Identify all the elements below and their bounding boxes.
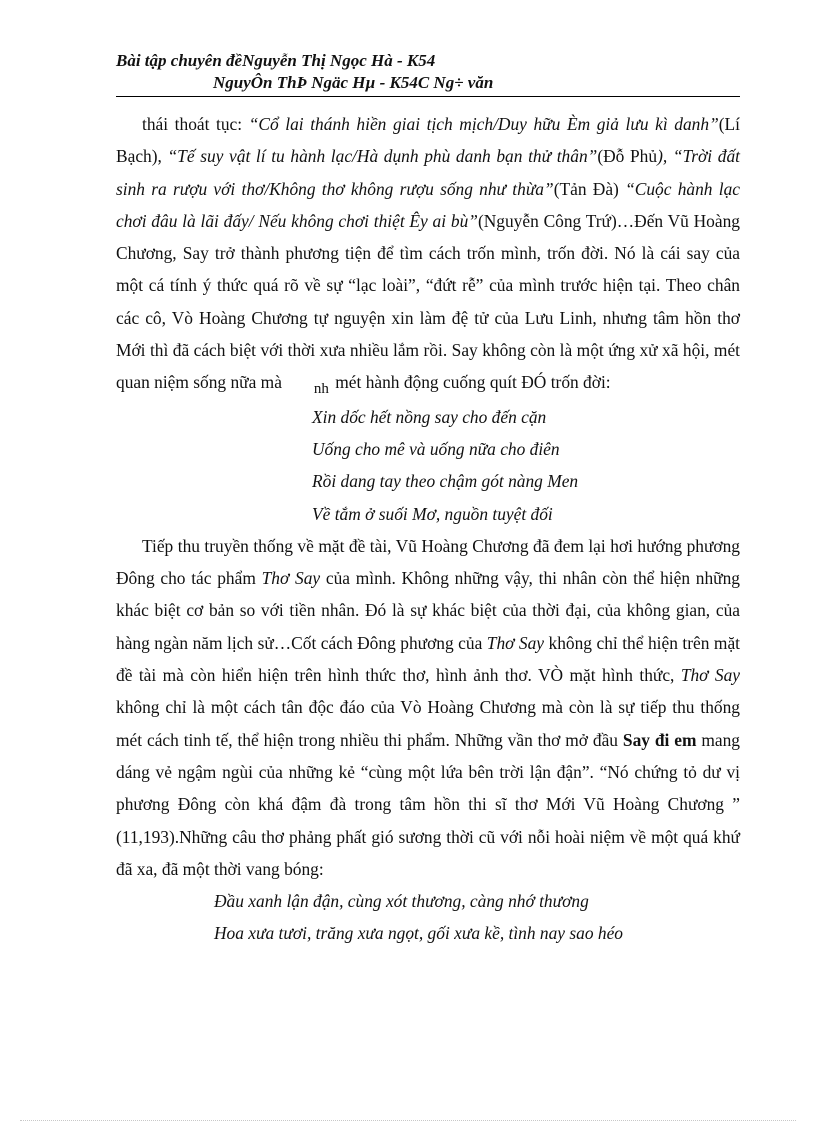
header-line-2: NguyÔn ThÞ Ngäc Hµ - K54C Ng÷ văn bbox=[213, 73, 494, 92]
paragraph-2 bbox=[116, 530, 740, 885]
p2-text-2: của mình. Không những vậy, thi nhân còn thể hiện những khác biệt cơ bản so với tiền nhân. Đó là sự khác biệt của thời đại, của không gian, của hàng ngàn năm lịch sử…Cốt cách Đông phương của bbox=[116, 568, 740, 653]
p1-text-4: (Tản Đà) bbox=[553, 178, 626, 199]
p2-text-3: không chỉ thể hiện trên mặt đề tài mà còn hiển hiện trên hình thức thơ, hình ảnh thơ. VÒ mặt hình thức, bbox=[116, 632, 740, 686]
p1-text-1: thái thoát tục: bbox=[142, 114, 249, 134]
p1-quote-nguyen-cong-tru: “Cuộc hành lạc chơi đâu là lãi đấy/ Nếu không chơi thiệt Êy ai bù” bbox=[116, 178, 741, 231]
p1-text-6: mét hành động cuống quít ĐÓ trốn đời: bbox=[330, 372, 611, 393]
p2-title-say-di-em: Say đi em bbox=[622, 729, 697, 750]
p2-text-1: Tiếp thu truyền thống về mặt đề tài, Vũ Hoàng Chương đã đem lại hơi hướng phương Đông cho tác phẩm bbox=[116, 535, 740, 589]
p2-title-tho-say-1: Thơ Say bbox=[261, 568, 321, 589]
p1-stray-glyph: nh bbox=[313, 381, 329, 398]
header-line-1: Bài tập chuyên đềNguyễn Thị Ngọc Hà - K54 bbox=[116, 51, 436, 70]
poem-line: Hoa xưa tươi, trăng xưa ngọt, gối xưa kề, tình nay sao héo bbox=[214, 923, 623, 944]
poem-line: Uống cho mê và uống nữa cho điên bbox=[312, 438, 560, 459]
p1-quote-tan-da: ), “Trời đất sinh ra rượu với thơ/Không thơ không rượu sống như thừa” bbox=[116, 146, 740, 199]
p1-text-2: (Lí Bạch), bbox=[116, 114, 740, 167]
p1-text-3: (Đỗ Phủ bbox=[597, 146, 658, 167]
p1-quote-do-phu: “Tế suy vật lí tu hành lạc/Hà dụnh phù danh bạn thử thân” bbox=[167, 146, 598, 167]
p2-title-tho-say-3: Thơ Say bbox=[680, 665, 740, 686]
poem-line: Xin dốc hết nồng say cho đến cặn bbox=[312, 406, 547, 427]
p2-text-5: mang dáng vẻ ngậm ngùi của những kẻ “cùng một lứa bên trời lận đận”. “Nó chứng tỏ dư vị phương Đông còn khá đậm đà trong tâm hồn thi sĩ thơ Mới Vũ Hoàng Chương ” (11,193).Những câu thơ phảng phất gió sương thời cũ với nỗi hoài niệm về một quá khứ đã xa, đã một thời vang bóng: bbox=[116, 729, 740, 879]
header-divider bbox=[116, 96, 740, 97]
page-header bbox=[116, 50, 736, 94]
poem-block-2 bbox=[116, 885, 740, 950]
p1-quote-li-bach: “Cổ lai thánh hiền giai tịch mịch/Duy hữu Èm giả lưu kì danh” bbox=[248, 114, 719, 134]
poem-line: Đầu xanh lận đận, cùng xót thương, càng nhớ thương bbox=[214, 891, 589, 912]
paragraph-1 bbox=[116, 108, 740, 401]
p2-text-4: không chỉ là một cách tân độc đáo của Vò Hoàng Chương mà còn là sự tiếp thu thống mét cách tinh tế, thể hiện trong nhiều thi phẩm. Những vần thơ mở đầu bbox=[116, 697, 740, 750]
poem-line: Rồi dang tay theo chậm gót nàng Men bbox=[312, 471, 579, 492]
poem-line: Về tắm ở suối Mơ, nguồn tuyệt đối bbox=[312, 503, 553, 524]
poem-block-1 bbox=[116, 401, 740, 530]
p1-text-5: (Nguyễn Công Trứ)…Đến Vũ Hoàng Chương, Say trở thành phương tiện để tìm cách trốn mình, trốn đời. Nó là cái say của một cá tính ý thức quá rõ về sự “lạc loài”, “đứt rễ” của mình trước hiện tại. Theo chân các cô, Vò Hoàng Chương tự nguyện xin làm đệ tử của Lưu Linh, nhưng tâm hồn thơ Mới thì đã cách biệt với thời xưa nhiều lắm rồi. Say không còn là một ứng xử xã hội, mét quan niệm sống nữa mà bbox=[116, 210, 740, 393]
document-body bbox=[116, 108, 740, 950]
p2-title-tho-say-2: Thơ Say bbox=[486, 632, 545, 653]
page-bottom-border bbox=[20, 1120, 796, 1121]
